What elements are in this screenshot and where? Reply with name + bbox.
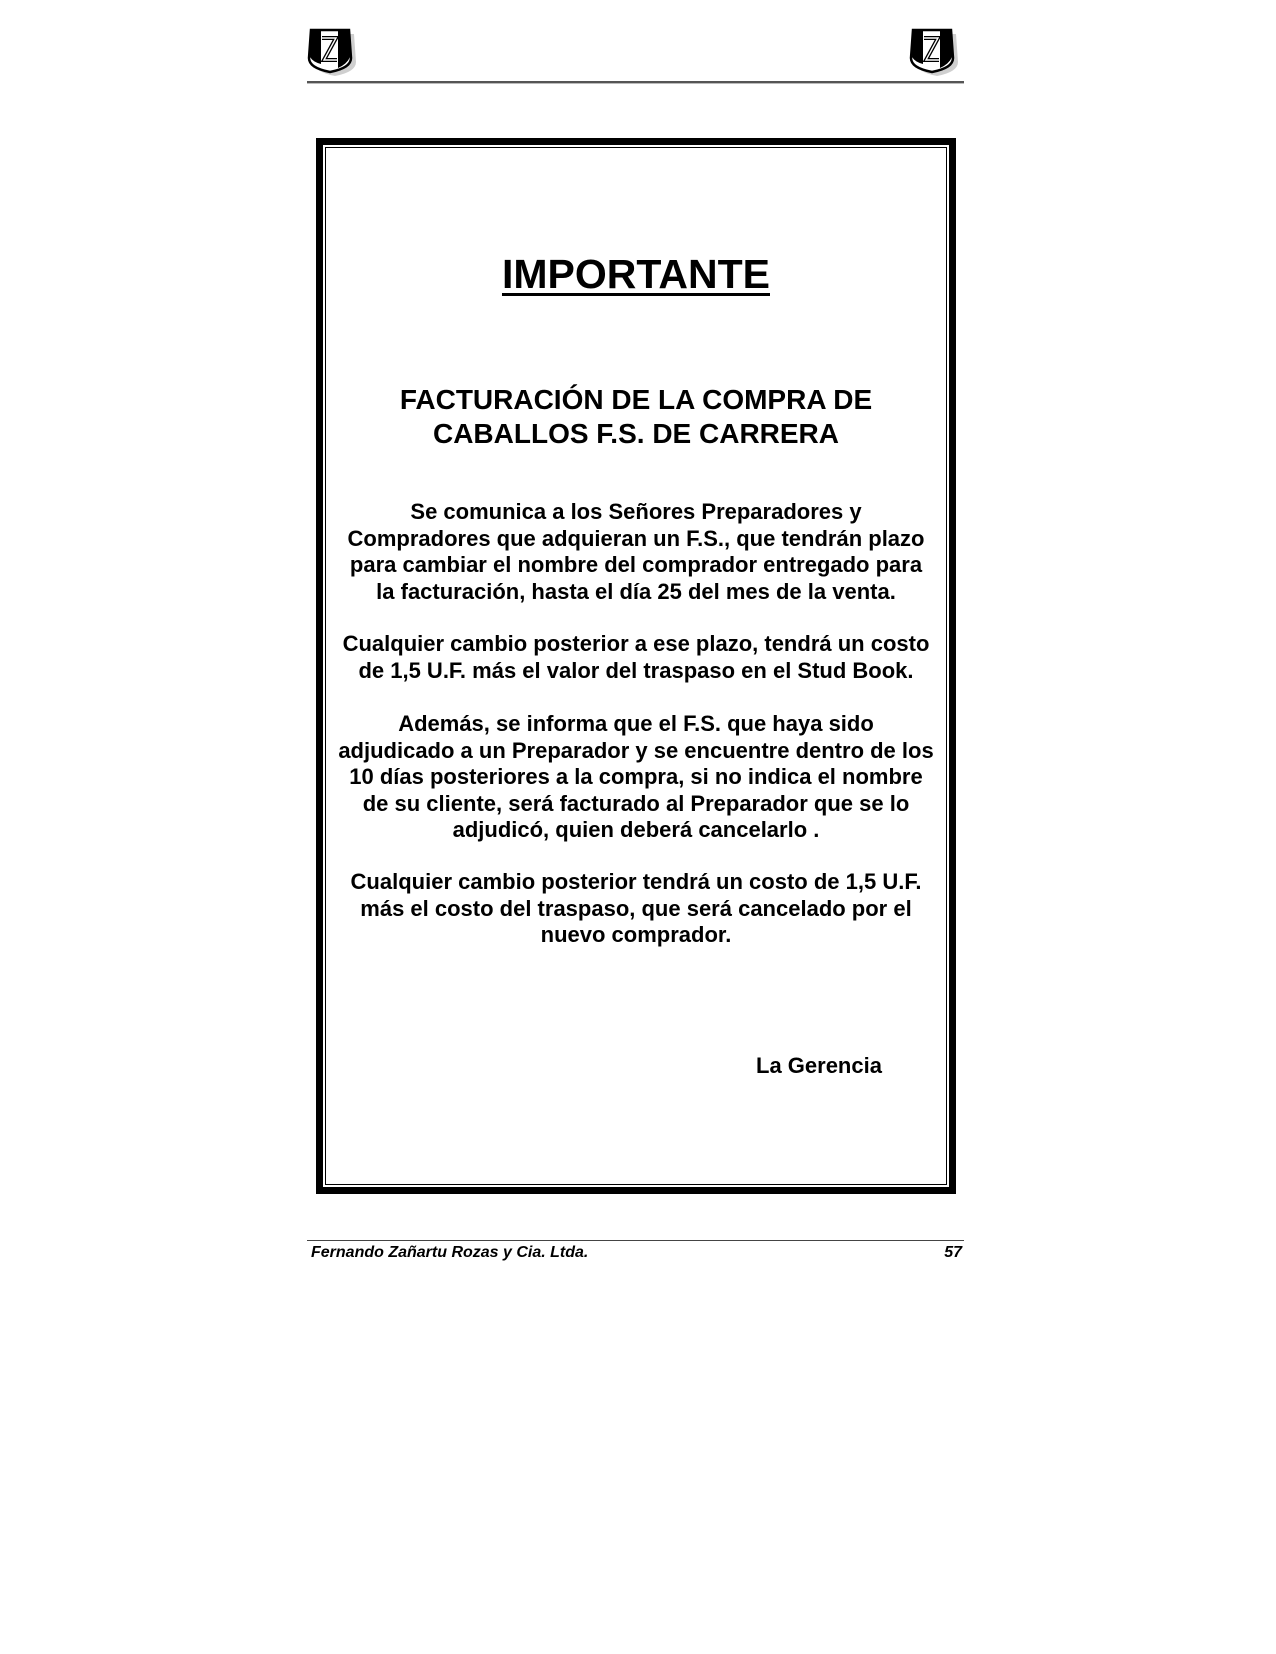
paragraph-line: Compradores que adquieran un F.S., que tendrán plazo xyxy=(347,525,925,551)
notice-subtitle-line: CABALLOS F.S. DE CARRERA xyxy=(432,418,839,449)
company-emblem-icon xyxy=(307,24,357,76)
notice-paragraph xyxy=(323,499,949,605)
paragraph-line: Cualquier cambio posterior a ese plazo, tendrá un costo xyxy=(342,631,930,656)
company-emblem-icon xyxy=(909,24,959,76)
paragraph-line: la facturación, hasta el día 25 del mes de la venta. xyxy=(376,578,896,604)
footer-company-name: Fernando Zañartu Rozas y Cia. Ltda. xyxy=(311,1244,589,1261)
page-number: 57 xyxy=(944,1244,962,1261)
paragraph-line: adjudicado a un Preparador y se encuentre dentro de los xyxy=(338,737,934,763)
notice-paragraph xyxy=(323,869,949,949)
paragraph-line: adjudicó, quien deberá cancelarlo . xyxy=(452,817,820,842)
header-divider xyxy=(307,81,964,84)
paragraph-line: nuevo comprador. xyxy=(540,922,732,947)
paragraph-line: Cualquier cambio posterior tendrá un costo de 1,5 U.F. xyxy=(350,869,922,894)
signature: La Gerencia xyxy=(756,1053,882,1078)
notice-subtitle-line: FACTURACIÓN DE LA COMPRA DE xyxy=(399,384,873,415)
paragraph-line: de su cliente, será facturado al Preparador que se lo xyxy=(362,790,910,816)
notice-title: IMPORTANTE xyxy=(501,251,770,297)
paragraph-line: 10 días posteriores a la compra, si no indica el nombre xyxy=(349,764,923,789)
notice-paragraph xyxy=(323,631,949,684)
paragraph-line: Se comunica a los Señores Preparadores y xyxy=(410,499,862,524)
notice-frame xyxy=(316,138,956,1194)
notice-paragraph xyxy=(323,711,949,844)
paragraph-line: para cambiar el nombre del comprador entregado para xyxy=(349,552,923,577)
paragraph-line: más el costo del traspaso, que será cancelado por el xyxy=(360,895,912,921)
footer-divider xyxy=(307,1240,964,1241)
paragraph-line: de 1,5 U.F. más el valor del traspaso en el Stud Book. xyxy=(358,657,914,683)
paragraph-line: Además, se informa que el F.S. que haya sido xyxy=(398,711,874,736)
notice-subtitle xyxy=(323,383,949,451)
